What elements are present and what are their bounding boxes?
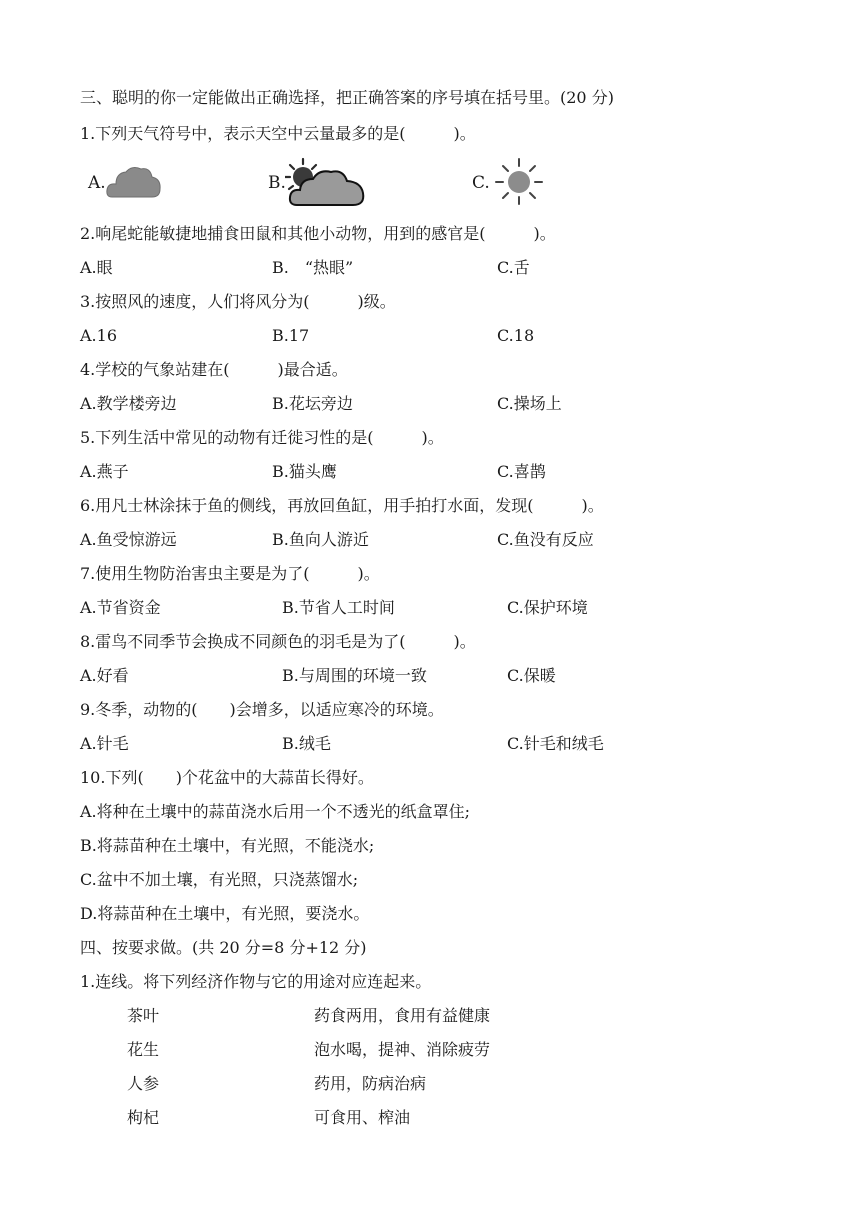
question-4: 4.学校的气象站建在( )最合适。 (80, 360, 348, 379)
question-10: 10.下列( )个花盆中的大蒜苗长得好。 (80, 768, 374, 787)
option-7c: C.保护环境 (507, 598, 588, 617)
section-3-heading: 三、聪明的你一定能做出正确选择，把正确答案的序号填在括号里。(20 分) (80, 88, 614, 107)
crop-item: 茶叶 (127, 1006, 160, 1025)
option-4b: B.花坛旁边 (272, 394, 353, 413)
question-5: 5.下列生活中常见的动物有迁徙习性的是( )。 (80, 428, 444, 447)
question-2: 2.响尾蛇能敏捷地捕食田鼠和其他小动物，用到的感官是( )。 (80, 224, 556, 243)
option-7a: A.节省资金 (80, 598, 161, 617)
option-6c: C.鱼没有反应 (497, 530, 594, 549)
hazy-sun-icon (492, 157, 546, 207)
option-6a: A.鱼受惊游远 (80, 530, 177, 549)
use-item: 药食两用，食用有益健康 (314, 1006, 491, 1025)
option-3a: A.16 (80, 326, 117, 345)
cloud-icon (106, 163, 162, 201)
option-6b: B.鱼向人游近 (272, 530, 369, 549)
option-9b: B.绒毛 (282, 734, 331, 753)
question-9: 9.冬季，动物的( )会增多，以适应寒冷的环境。 (80, 700, 444, 719)
section-4-heading: 四、按要求做。(共 20 分=8 分+12 分) (80, 938, 367, 957)
option-10b: B.将蒜苗种在土壤中，有光照，不能浇水; (80, 836, 375, 855)
matching-instruction: 1.连线。将下列经济作物与它的用途对应连起来。 (80, 972, 432, 991)
option-4a: A.教学楼旁边 (80, 394, 177, 413)
option-4c: C.操场上 (497, 394, 562, 413)
option-1b: B. (268, 173, 286, 193)
option-10c: C.盆中不加土壤，有光照，只浇蒸馏水; (80, 870, 359, 889)
option-1a: A. (88, 173, 106, 193)
option-9a: A.针毛 (80, 734, 129, 753)
use-item: 可食用、榨油 (314, 1108, 411, 1127)
question-6: 6.用凡士林涂抹于鱼的侧线，再放回鱼缸，用手拍打水面，发现( )。 (80, 496, 604, 515)
option-5c: C.喜鹊 (497, 462, 546, 481)
option-3b: B.17 (272, 326, 310, 345)
crop-item: 花生 (127, 1040, 160, 1059)
option-10d: D.将蒜苗种在土壤中，有光照，要浇水。 (80, 904, 370, 923)
option-8c: C.保暖 (507, 666, 556, 685)
sun-behind-cloud-icon (285, 157, 369, 209)
question-1: 1.下列天气符号中，表示天空中云量最多的是( )。 (80, 124, 476, 143)
option-8b: B.与周围的环境一致 (282, 666, 427, 685)
use-item: 药用，防病治病 (314, 1074, 427, 1093)
option-2b: B. “热眼” (272, 258, 354, 277)
option-10a: A.将种在土壤中的蒜苗浇水后用一个不透光的纸盒罩住; (80, 802, 471, 821)
use-item: 泡水喝，提神、消除疲劳 (314, 1040, 491, 1059)
question-8: 8.雷鸟不同季节会换成不同颜色的羽毛是为了( )。 (80, 632, 476, 651)
question-3: 3.按照风的速度，人们将风分为( )级。 (80, 292, 396, 311)
option-3c: C.18 (497, 326, 535, 345)
option-1c: C. (472, 173, 490, 193)
option-5a: A.燕子 (80, 462, 129, 481)
option-8a: A.好看 (80, 666, 129, 685)
option-7b: B.节省人工时间 (282, 598, 395, 617)
option-2a: A.眼 (80, 258, 113, 277)
option-9c: C.针毛和绒毛 (507, 734, 604, 753)
question-7: 7.使用生物防治害虫主要是为了( )。 (80, 564, 380, 583)
crop-item: 枸杞 (127, 1108, 160, 1127)
option-2c: C.舌 (497, 258, 530, 277)
option-5b: B.猫头鹰 (272, 462, 337, 481)
crop-item: 人参 (127, 1074, 160, 1093)
